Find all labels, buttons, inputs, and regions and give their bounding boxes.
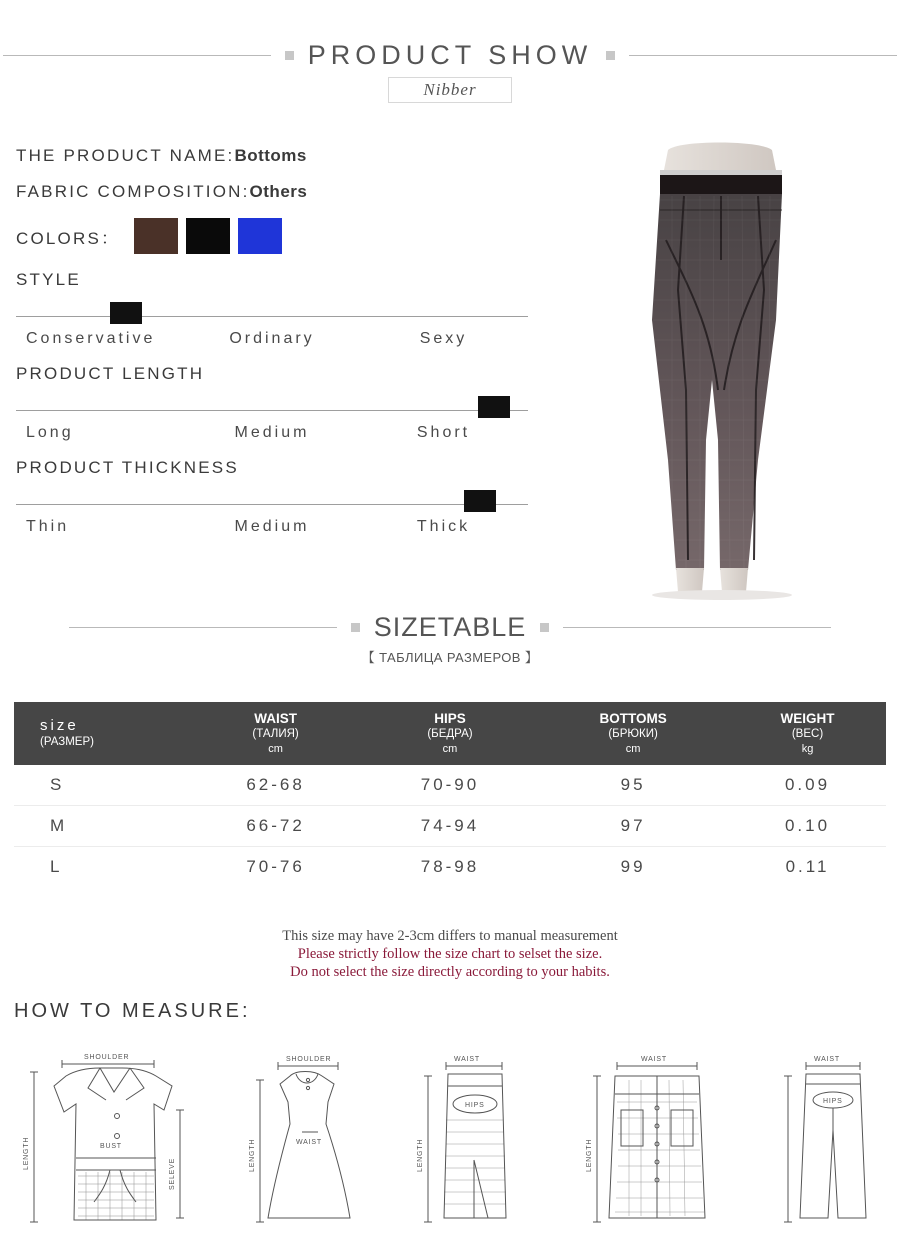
- colors-row: [16, 218, 536, 254]
- scale-thickness-title: PRODUCT THICKNESS: [16, 458, 239, 477]
- scale-style-marker[interactable]: [110, 302, 142, 324]
- row-l-bottoms: 99: [620, 857, 646, 877]
- scale-style-labels: [16, 330, 528, 348]
- col-weight-name: WEIGHT: [780, 711, 835, 726]
- scale-thickness-label-2: Thick: [416, 518, 471, 535]
- product-name-label: THE PRODUCT NAME:: [16, 146, 235, 165]
- scale-thickness-bar: [16, 486, 528, 508]
- header-square-right-icon: [606, 51, 615, 60]
- row-s-size: S: [14, 765, 188, 806]
- scale-thickness-marker[interactable]: [464, 490, 496, 512]
- label-pants-hips: HIPS: [823, 1098, 843, 1105]
- figure-shorts: [573, 1050, 733, 1235]
- figure-skirt: [410, 1050, 530, 1235]
- measurement-notes: [0, 928, 900, 981]
- figure-jacket: [14, 1050, 199, 1235]
- sizetable-subtitle: 【 ТАБЛИЦА РАЗМЕРОВ 】: [361, 650, 539, 665]
- fabric-label: FABRIC COMPOSITION:: [16, 182, 250, 201]
- fabric-line: [16, 182, 536, 202]
- label-dress-length: LENGTH: [249, 1138, 256, 1172]
- brand-wrap: [0, 77, 900, 103]
- col-hips-unit: cm: [442, 742, 458, 755]
- size-table-col-hips: [363, 702, 537, 765]
- header-rule-left: [3, 55, 271, 56]
- label-pants-waist: WAIST: [814, 1056, 840, 1063]
- color-swatch-brown[interactable]: [134, 218, 178, 254]
- col-waist-name: WAIST: [254, 711, 297, 726]
- how-to-measure-figures: [14, 1035, 886, 1235]
- colors-label: COLORS：: [16, 228, 121, 248]
- row-m-weight: 0.10: [729, 806, 886, 847]
- header-square-left-icon: [285, 51, 294, 60]
- scale-length-bar: [16, 392, 528, 414]
- col-waist-sub: (ТАЛИЯ): [252, 728, 299, 741]
- label-shorts-waist: WAIST: [641, 1056, 667, 1063]
- col-size-sub: (РАЗМЕР): [40, 736, 94, 749]
- header-rule-right: [629, 55, 897, 56]
- sizetable-square-right-icon: [540, 623, 549, 632]
- scale-length-label-1: Medium: [234, 424, 310, 441]
- row-s-bottoms: 95: [537, 765, 729, 806]
- col-weight-sub: (ВЕС): [791, 728, 824, 741]
- label-skirt-waist: WAIST: [454, 1056, 480, 1063]
- col-hips-name: HIPS: [434, 711, 466, 726]
- sizetable-title-row: [0, 612, 900, 643]
- col-bottoms-sub: (БРЮКИ): [608, 728, 658, 741]
- scale-thickness-label-0: Thin: [26, 518, 70, 535]
- row-m-size: M: [14, 806, 188, 847]
- scale-length-label-2: Short: [416, 424, 471, 441]
- size-table-col-weight: [729, 702, 886, 765]
- col-bottoms-unit: cm: [625, 742, 641, 755]
- label-jacket-sleeve: SELEVE: [169, 1157, 176, 1190]
- page-title: PRODUCT SHOW: [307, 40, 593, 70]
- scale-thickness-line: [16, 504, 528, 505]
- scale-length-marker[interactable]: [478, 396, 510, 418]
- product-photo-illustration: [560, 140, 885, 600]
- col-hips-sub: (БЕДРА): [427, 728, 473, 741]
- label-jacket-length: LENGTH: [23, 1136, 30, 1170]
- label-shorts-length: LENGTH: [586, 1138, 593, 1172]
- label-skirt-length: LENGTH: [417, 1138, 424, 1172]
- col-bottoms-name: BOTTOMS: [599, 711, 667, 726]
- row-m-waist: 66-72: [188, 806, 362, 847]
- scale-style-label-1: Ordinary: [229, 330, 315, 347]
- row-l-size: L: [50, 857, 61, 877]
- row-l-waist: 70-76: [246, 857, 305, 877]
- row-s-hips: 70-90: [363, 765, 537, 806]
- table-row: [14, 765, 886, 806]
- scale-thickness: [16, 458, 528, 536]
- row-s-weight: 0.09: [729, 765, 886, 806]
- sizetable-title: SIZETABLE: [373, 612, 527, 642]
- scale-style-label-0: Conservative: [26, 330, 156, 347]
- label-dress-waist: WAIST: [296, 1139, 322, 1146]
- col-weight-unit: kg: [801, 742, 814, 755]
- scale-length-title: PRODUCT LENGTH: [16, 364, 205, 383]
- scale-thickness-label-1: Medium: [234, 518, 310, 535]
- sizetable-rule-right: [563, 627, 831, 628]
- size-table-col-bottoms: [537, 702, 729, 765]
- scale-length: [16, 364, 528, 442]
- scale-style-line: [16, 316, 528, 317]
- sizetable-square-left-icon: [351, 623, 360, 632]
- figure-dress: [242, 1050, 367, 1235]
- scale-length-line: [16, 410, 528, 411]
- note-measurement-tolerance: This size may have 2-3cm differs to manual measurement: [282, 928, 618, 944]
- color-swatch-blue[interactable]: [238, 218, 282, 254]
- size-table-body: [14, 765, 886, 887]
- row-m-bottoms: 97: [537, 806, 729, 847]
- row-l-weight: 0.11: [785, 857, 830, 877]
- row-m-hips: 74-94: [363, 806, 537, 847]
- size-table-col-waist: [188, 702, 362, 765]
- figure-pants: [776, 1050, 886, 1235]
- label-skirt-hips: HIPS: [465, 1102, 485, 1109]
- size-table: [14, 702, 886, 887]
- scale-style-label-2: Sexy: [419, 330, 468, 347]
- header-title-row: [0, 40, 900, 71]
- size-table-head: [14, 702, 886, 765]
- scale-style: [16, 270, 528, 348]
- scale-style-title: STYLE: [16, 270, 81, 289]
- sizetable-rule-left: [69, 627, 337, 628]
- sizetable-header: [0, 612, 900, 666]
- how-to-measure-title: HOW TO MEASURE:: [14, 1000, 251, 1022]
- scale-thickness-labels: [16, 518, 528, 536]
- row-s-waist: 62-68: [188, 765, 362, 806]
- scale-style-bar: [16, 298, 528, 320]
- product-name-value: Bottoms: [234, 146, 307, 165]
- note-do-not-guess: Do not select the size directly according to your habits.: [290, 964, 610, 981]
- label-jacket-bust: BUST: [100, 1143, 122, 1150]
- note-follow-chart: Please strictly follow the size chart to selset the size.: [297, 946, 603, 962]
- page-header: [0, 40, 900, 110]
- product-photo: [560, 140, 885, 600]
- table-row: [14, 847, 886, 888]
- scale-length-labels: [16, 424, 528, 442]
- col-waist-unit: cm: [268, 742, 283, 755]
- label-dress-shoulder: SHOULDER: [286, 1056, 332, 1063]
- color-swatch-black[interactable]: [186, 218, 230, 254]
- fabric-value: Others: [249, 182, 308, 201]
- size-table-col-size: [14, 702, 188, 765]
- product-name-line: [16, 146, 536, 166]
- scale-length-label-0: Long: [26, 424, 74, 441]
- brand-name: Nibber: [388, 77, 511, 103]
- col-size-name: size: [40, 717, 79, 735]
- table-row: [14, 806, 886, 847]
- size-table-header-row: [14, 702, 886, 765]
- row-l-hips: 78-98: [420, 857, 480, 877]
- label-jacket-shoulder: SHOULDER: [84, 1054, 130, 1061]
- product-info: [16, 146, 536, 536]
